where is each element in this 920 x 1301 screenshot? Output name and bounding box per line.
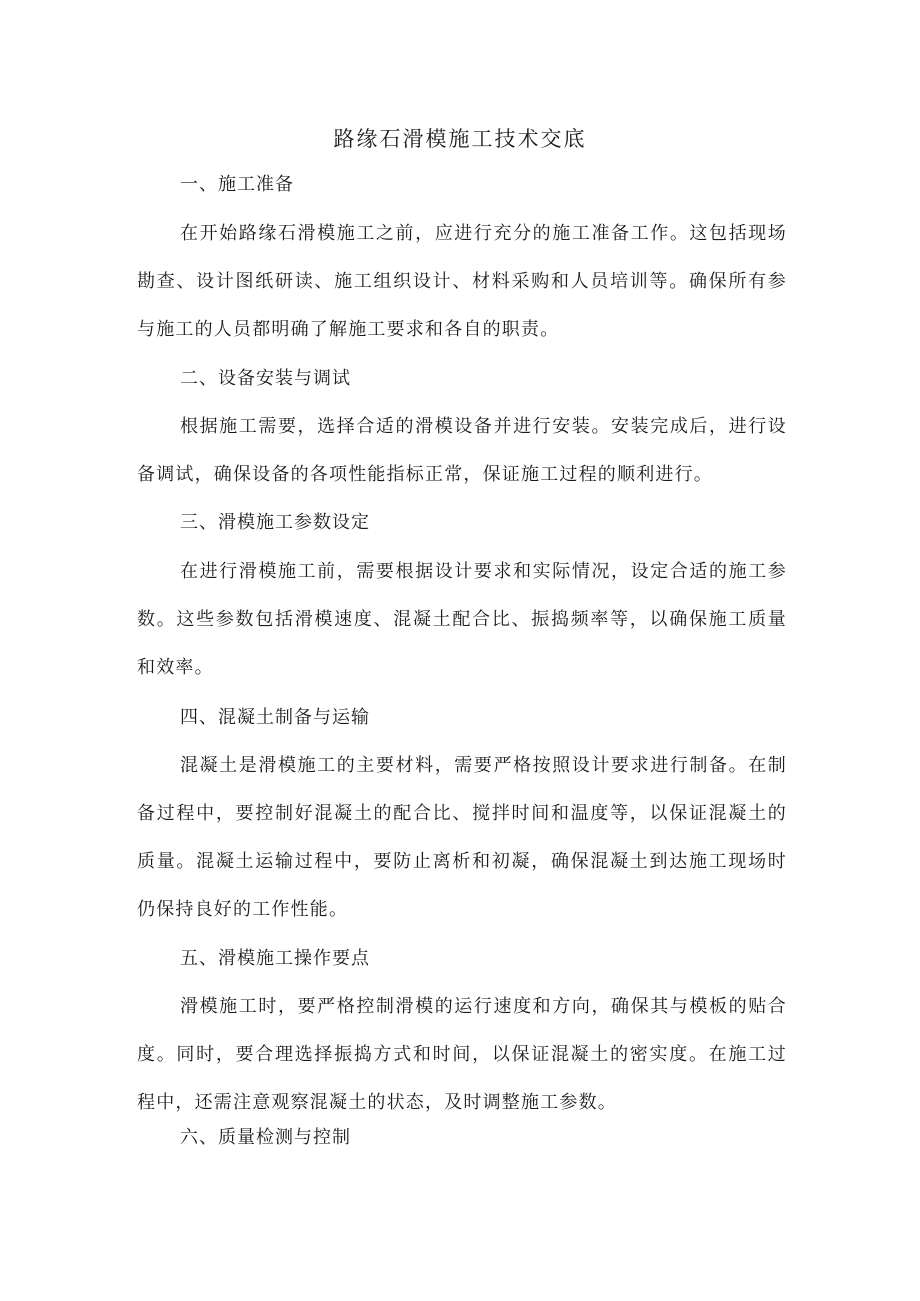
section-body-3: 在进行滑模施工前，需要根据设计要求和实际情况，设定合适的施工参数。这些参数包括滑模速度、混凝土配合比、振捣频率等，以确保施工质量和效率。 (137, 561, 787, 678)
section-heading-4: 四、混凝土制备与运输 (180, 707, 370, 728)
document-title: 路缘石滑模施工技术交底 (333, 127, 587, 151)
section-heading-1: 一、施工准备 (180, 174, 294, 195)
section-heading-2: 二、设备安装与调试 (180, 368, 351, 389)
section-body-1: 在开始路缘石滑模施工之前，应进行充分的施工准备工作。这包括现场勘查、设计图纸研读、施工组织设计、材料采购和人员培训等。确保所有参与施工的人员都明确了解施工要求和各自的职责。 (137, 223, 787, 340)
section-body-4: 混凝土是滑模施工的主要材料，需要严格按照设计要求进行制备。在制备过程中，要控制好混凝土的配合比、搅拌时间和温度等，以保证混凝土的质量。混凝土运输过程中，要防止离析和初凝，确保混凝土到达施工现场时仍保持良好的工作性能。 (137, 755, 787, 920)
section-body-2: 根据施工需要，选择合适的滑模设备并进行安装。安装完成后，进行设备调试，确保设备的各项性能指标正常，保证施工过程的顺利进行。 (137, 416, 787, 485)
section-heading-5: 五、滑模施工操作要点 (180, 948, 370, 969)
section-heading-3: 三、滑模施工参数设定 (180, 512, 370, 533)
section-heading-6: 六、质量检测与控制 (180, 1127, 351, 1148)
section-body-5: 滑模施工时，要严格控制滑模的运行速度和方向，确保其与模板的贴合度。同时，要合理选择振捣方式和时间，以保证混凝土的密实度。在施工过程中，还需注意观察混凝土的状态，及时调整施工参数。 (137, 996, 787, 1113)
